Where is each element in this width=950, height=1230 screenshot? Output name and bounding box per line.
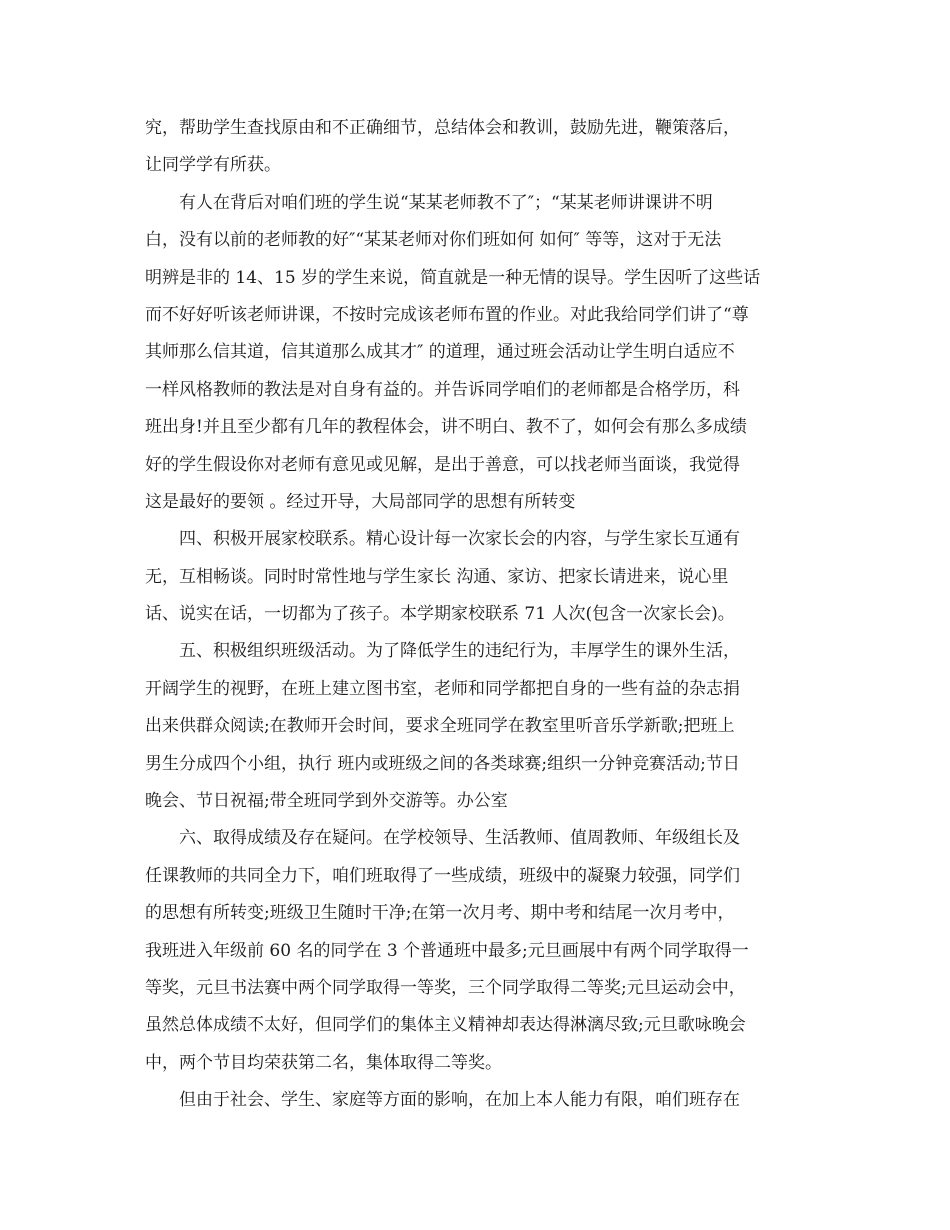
text-line: 开阔学生的视野，在班上建立图书室，老师和同学都把自身的一些有益的杂志捐 xyxy=(145,678,740,699)
text-line: 任课教师的共同全力下，咱们班取得了一些成绩，班级中的凝聚力较强，同学们 xyxy=(145,865,740,886)
text-line: 等奖，元旦书法赛中两个同学取得一等奖，三个同学取得二等奖;元旦运动会中， xyxy=(145,977,746,998)
text-line: 我班进入年级前 60 名的同学在 3 个普通班中最多;元旦画展中有两个同学取得一 xyxy=(145,940,749,961)
document-body xyxy=(145,110,810,1120)
text-line: 男生分成四个小组，执行 班内或班级之间的各类球赛;组织一分钟竞赛活动;节日 xyxy=(145,753,740,774)
text-line: 的思想有所转变;班级卫生随时干净;在第一次月考、期中考和结尾一次月考中， xyxy=(145,903,735,924)
text-line: 出来供群众阅读;在教师开会时间，要求全班同学在教室里听音乐学新歌;把班上 xyxy=(145,716,735,737)
text-line: 但由于社会、学生、家庭等方面的影响，在加上本人能力有限，咱们班存在 xyxy=(179,1090,740,1111)
text-line: 一样风格教师的教法是对自身有益的。并告诉同学咱们的老师都是合格学历，科 xyxy=(145,379,740,400)
text-line: 白，没有以前的老师教的好″“某某老师对你们班如何 如何″ 等等，这对于无法 xyxy=(145,230,722,251)
paragraph-p3 xyxy=(145,521,810,633)
text-line: 无，互相畅谈。同时时常性地与学生家长 沟通、家访、把家长请进来，说心里 xyxy=(145,566,729,587)
paragraph-p5 xyxy=(145,820,810,1082)
text-line: 其师那么信其道，信其道那么成其才″ 的道理，通过班会活动让学生明白适应不 xyxy=(145,342,735,363)
text-line: 五、积极组织班级活动。为了降低学生的违纪行为，丰厚学生的课外生活， xyxy=(179,641,740,662)
paragraph-p4 xyxy=(145,633,810,820)
paragraph-p2 xyxy=(145,185,810,522)
text-line: 这是最好的要领 。经过开导，大局部同学的思想有所转变 xyxy=(145,491,576,512)
text-line: 让同学学有所获。 xyxy=(145,155,281,176)
text-line: 而不好好听该老师讲课，不按时完成该老师布置的作业。对此我给同学们讲了“尊 xyxy=(145,304,749,325)
text-line: 虽然总体成绩不太好，但同学们的集体主义精神却表达得淋漓尽致;元旦歌咏晚会 xyxy=(145,1015,746,1036)
text-line: 四、积极开展家校联系。精心设计每一次家长会的内容，与学生家长互通有 xyxy=(179,529,740,550)
text-line: 好的学生假设你对老师有意见或见解，是出于善意，可以找老师当面谈，我觉得 xyxy=(145,454,740,475)
text-line: 有人在背后对咱们班的学生说“某某老师教不了″；“某某老师讲课讲不明 xyxy=(179,192,713,213)
text-line: 话、说实在话，一切都为了孩子。本学期家校联系 71 人次(包含一次家长会)。 xyxy=(145,604,735,625)
paragraph-p1 xyxy=(145,110,810,185)
text-line: 班出身!并且至少都有几年的教程体会，讲不明白、教不了，如何会有那么多成绩 xyxy=(145,417,747,438)
text-line: 晚会、节日祝福;带全班同学到外交游等。办公室 xyxy=(145,791,508,812)
paragraph-p6 xyxy=(145,1082,810,1119)
text-line: 明辨是非的 14、15 岁的学生来说，简直就是一种无情的误导。学生因听了这些话 xyxy=(145,267,761,288)
text-line: 六、取得成绩及存在疑问。在学校领导、生活教师、值周教师、年级组长及 xyxy=(179,828,740,849)
text-line: 究，帮助学生查找原由和不正确细节，总结体会和教训，鼓励先进，鞭策落后， xyxy=(145,118,740,138)
text-line: 中，两个节目均荣获第二名，集体取得二等奖。 xyxy=(145,1052,502,1073)
